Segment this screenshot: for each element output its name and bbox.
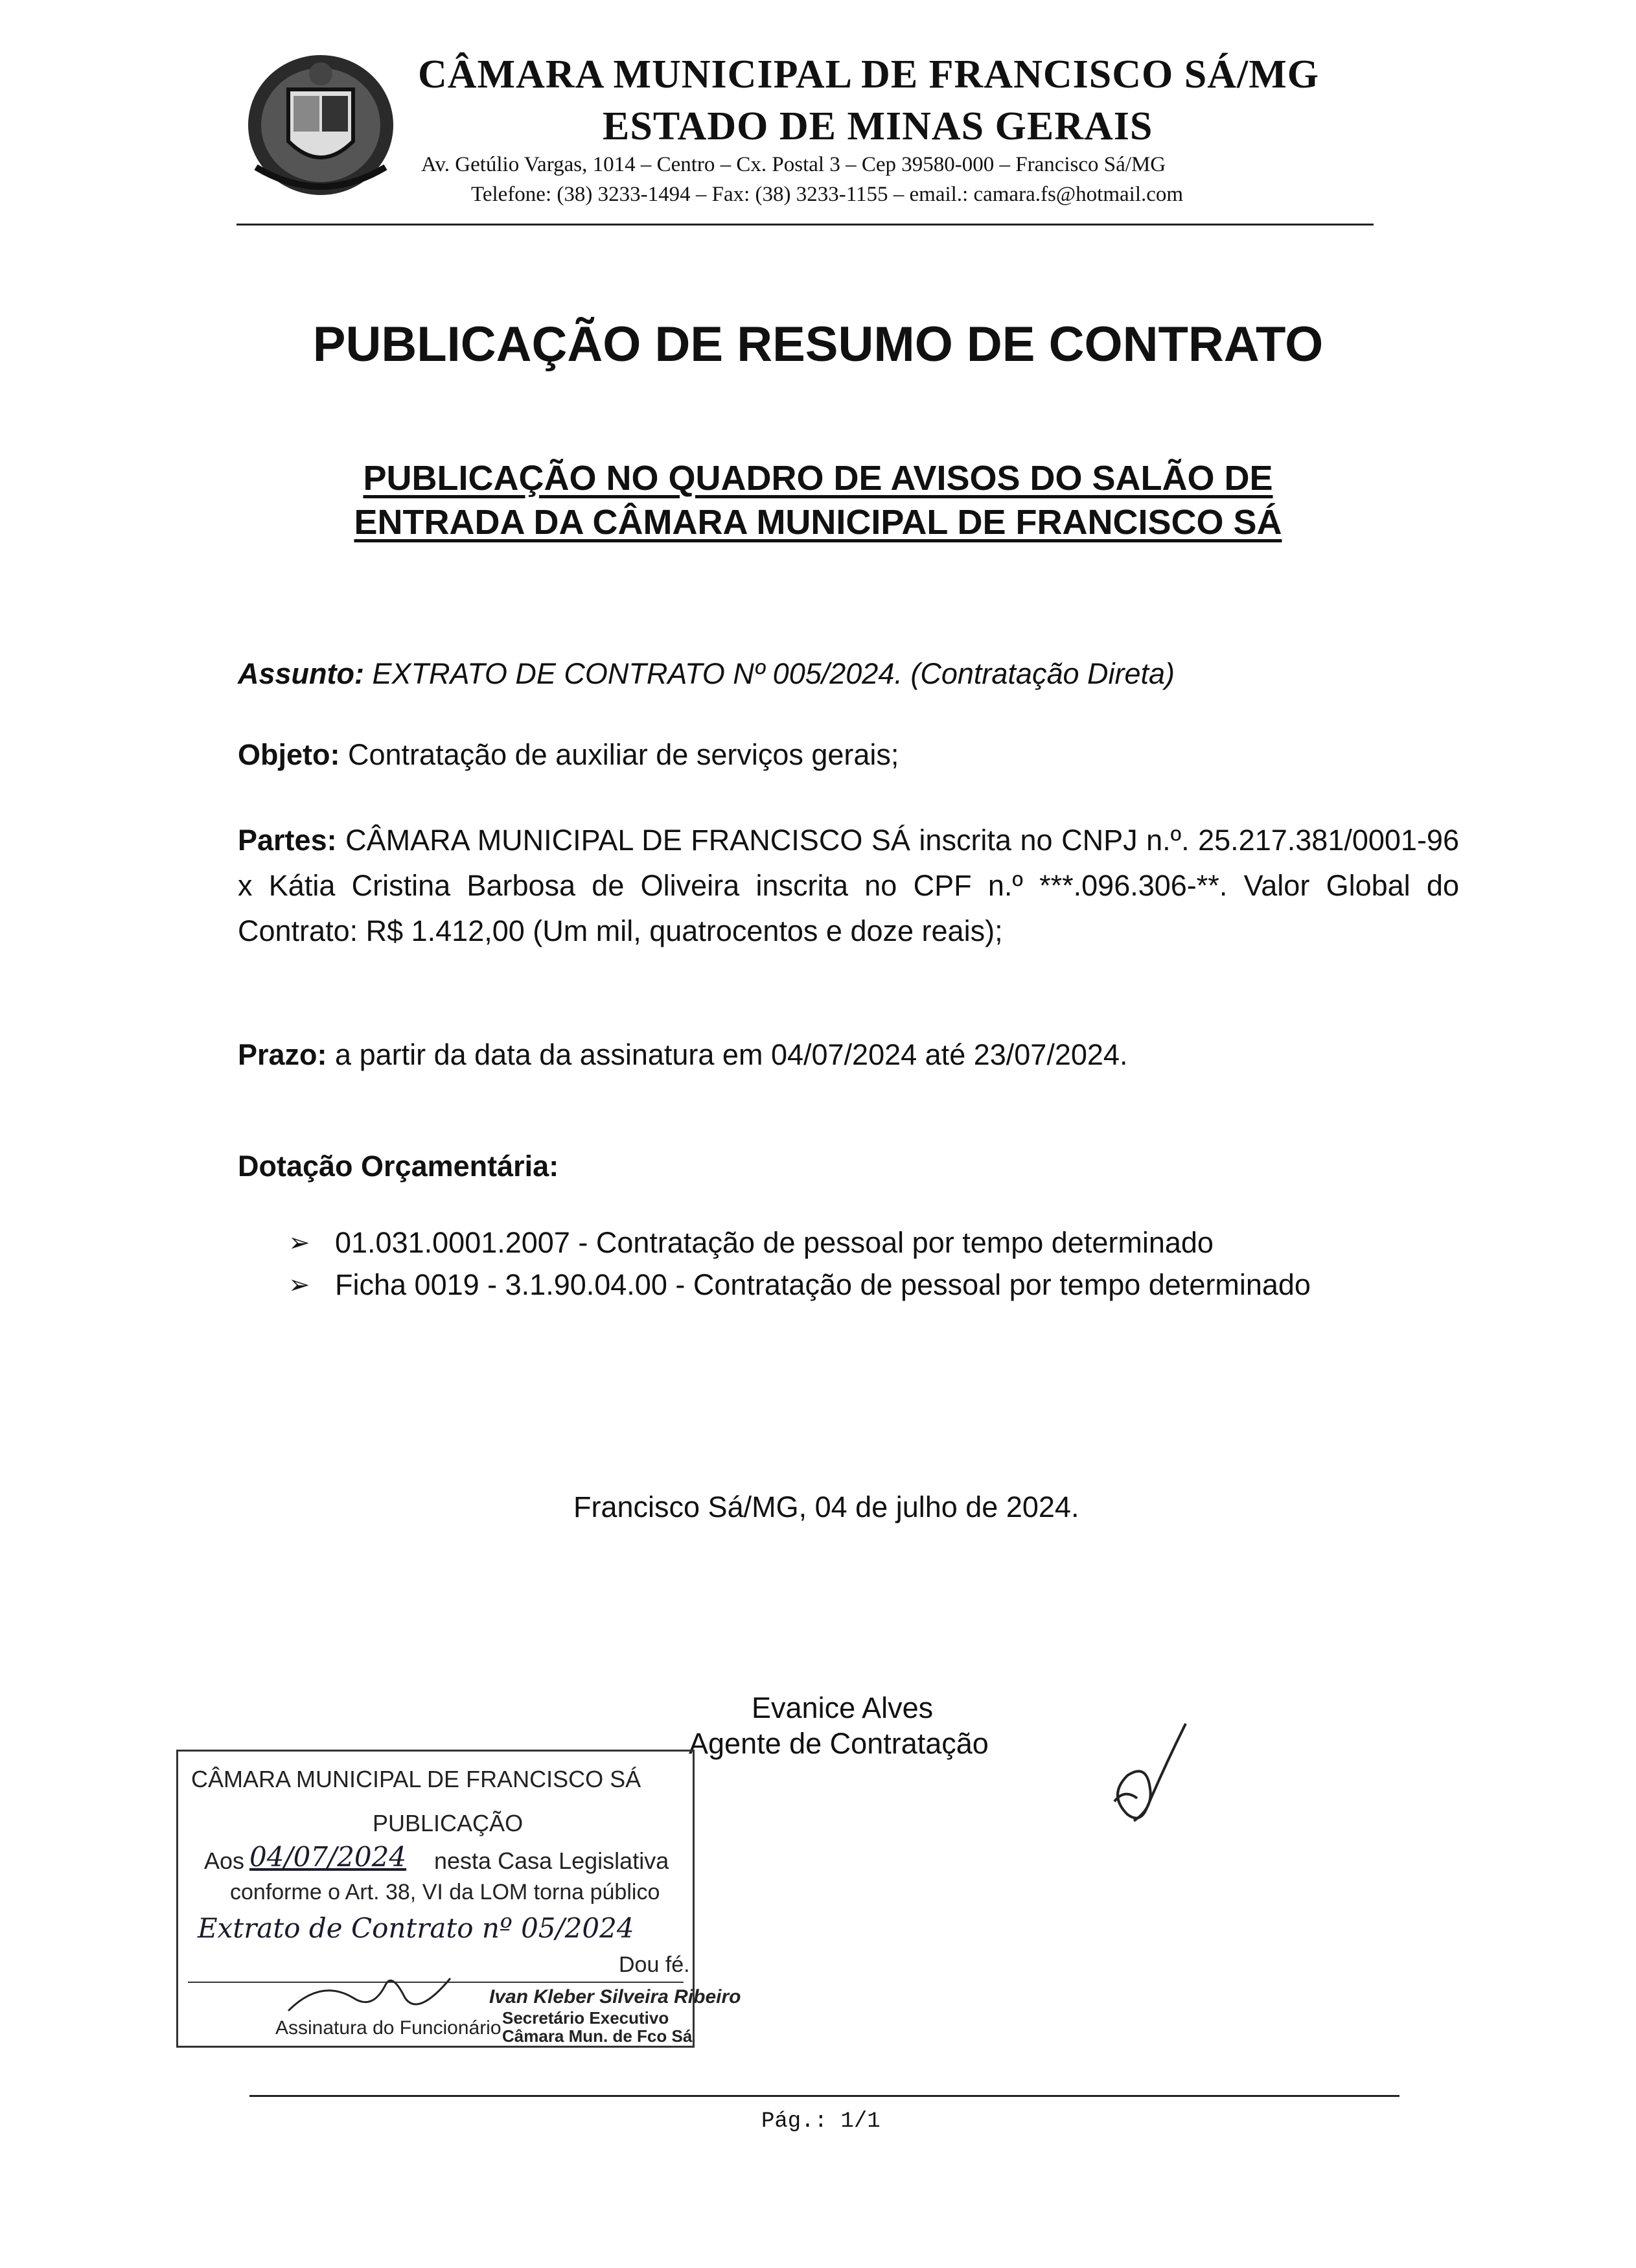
header-contacts: Telefone: (38) 3233-1494 – Fax: (38) 3233-1155 – email.: camara.fs@hotmail.com [471, 183, 1184, 206]
prazo-label: Prazo: [238, 1038, 327, 1071]
partes-label: Partes: [238, 824, 337, 857]
dotacao-heading [238, 1144, 1459, 1189]
stamp-org: CÂMARA MUNICIPAL DE FRANCISCO SÁ [191, 1766, 641, 1792]
stamp-signature-icon [282, 1965, 476, 2024]
stamp-dou-fe: Dou fé. [619, 1952, 690, 1977]
header-subtitle: ESTADO DE MINAS GERAIS [603, 104, 1153, 148]
objeto-label: Objeto: [238, 738, 340, 771]
place-date: Francisco Sá/MG, 04 de julho de 2024. [573, 1490, 1079, 1523]
assunto-paragraph [238, 651, 1459, 697]
stamp-line3: nesta Casa Legislativa [434, 1847, 669, 1874]
handwritten-signature-icon [1089, 1711, 1218, 1840]
stamp-date-handwritten: 04/07/2024 [249, 1841, 407, 1873]
stamp-officer-name: Ivan Kleber Silveira Ribeiro [489, 1986, 741, 2008]
assunto-text: EXTRATO DE CONTRATO Nº 005/2024. (Contratação Direta) [372, 657, 1175, 690]
prazo-text: a partir da data da assinatura em 04/07/2024 até 23/07/2024. [335, 1038, 1128, 1071]
header-divider [236, 224, 1374, 226]
signer-name: Evanice Alves [752, 1691, 934, 1724]
header-title: CÂMARA MUNICIPAL DE FRANCISCO SÁ/MG [418, 52, 1319, 97]
document-title: PUBLICAÇÃO DE RESUMO DE CONTRATO [312, 317, 1324, 372]
signer-role: Agente de Contratação [689, 1727, 989, 1760]
header-address: Av. Getúlio Vargas, 1014 – Centro – Cx. Postal 3 – Cep 39580-000 – Francisco Sá/MG [421, 153, 1166, 176]
dotacao-label: Dotação Orçamentária: [238, 1150, 559, 1183]
assunto-label: Assunto: [238, 657, 364, 690]
stamp-handwritten-subject: Extrato de Contrato nº 05/2024 [198, 1912, 634, 1944]
stamp-officer-org: Câmara Mun. de Fco Sá [502, 2026, 693, 2046]
publication-stamp [176, 1750, 741, 2048]
stamp-signature-caption: Assinatura do Funcionário [275, 2017, 501, 2039]
document-subtitle-line2: ENTRADA DA CÂMARA MUNICIPAL DE FRANCISCO SÁ [354, 503, 1282, 542]
partes-text: CÂMARA MUNICIPAL DE FRANCISCO SÁ inscrita no CNPJ n.º. 25.217.381/0001-96 x Kátia Cristina Barbosa de Oliveira inscrita no CPF n.º ***.096.306-**. Valor Global do Contrato: R$ 1.412,00 (Um mil, quatrocentos e doze reais); [238, 824, 1459, 947]
dotacao-item-text: Ficha 0019 - 3.1.90.04.00 - Contratação de pessoal por tempo determinado [335, 1268, 1311, 1301]
document-subtitle-line1: PUBLICAÇÃO NO QUADRO DE AVISOS DO SALÃO DE [363, 459, 1273, 498]
page-number: Pág.: 1/1 [761, 2109, 881, 2134]
prazo-paragraph [238, 1032, 1459, 1078]
dotacao-item-text: 01.031.0001.2007 - Contratação de pessoal por tempo determinado [335, 1226, 1214, 1259]
stamp-aos: Aos [204, 1847, 245, 1874]
objeto-paragraph [238, 732, 1459, 778]
municipal-crest-icon [243, 51, 398, 203]
stamp-line4: conforme o Art. 38, VI da LOM torna público [230, 1880, 660, 1904]
stamp-officer-role: Secretário Executivo [502, 2008, 669, 2028]
arrow-bullet-icon: ➢ [288, 1271, 310, 1299]
objeto-text: Contratação de auxiliar de serviços gerais; [348, 738, 899, 771]
partes-paragraph [238, 818, 1459, 954]
arrow-bullet-icon: ➢ [288, 1229, 310, 1257]
footer-divider [249, 2095, 1400, 2097]
stamp-title: PUBLICAÇÃO [373, 1810, 524, 1836]
